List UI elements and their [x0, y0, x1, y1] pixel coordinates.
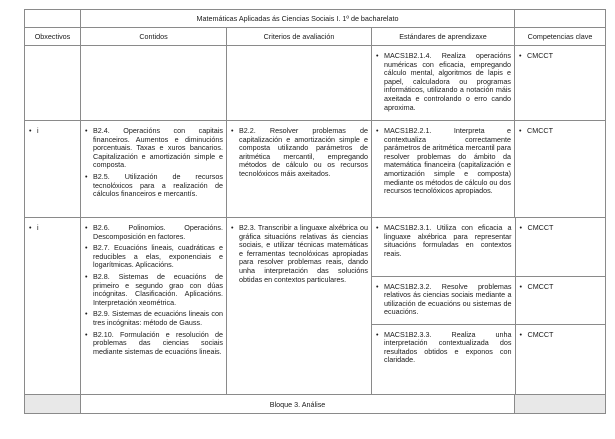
list-item: • MACS1B2.1.4. Realiza operacións numéricas con eficacia, empregando cálculo mental, algoritmos de lapis e papel, calculadora ou programas informáticos, utilizando a notación máis axeitada e controlando o erro cando aproxima. — [375, 52, 511, 112]
header-contidos: Contidos — [81, 28, 227, 46]
table-title: Matemáticas Aplicadas ás Ciencias Sociais I. 1º de bacharelato — [81, 10, 515, 28]
header-obxectivos: Obxectivos — [25, 28, 81, 46]
contidos-cell — [81, 121, 227, 218]
criterios-cell — [227, 218, 372, 395]
list-item: • CMCCT — [518, 52, 602, 61]
list-item: • B2.3. Transcribir a linguaxe alxébrica ou gráfica situacións relativas ás ciencias sociais, e utilizar técnicas matemáticas e ferramentas tecnolóxicas apropiadas para resolver problemas reais, dando unha interpretación das solucións obtidas en contextos particulares. — [230, 224, 368, 284]
table-title-row — [25, 10, 606, 28]
footer-corner-cell-right — [515, 395, 606, 414]
list-item: • B2.9. Sistemas de ecuacións lineais con tres incógnitas: método de Gauss. — [84, 310, 223, 327]
competencias-cell — [515, 276, 606, 324]
list-item: • B2.8. Sistemas de ecuacións de primeiro e segundo grao con dúas incógnitas. Clasificación. Aplicacións. Interpretación xeométrica. — [84, 273, 223, 307]
table-row — [25, 218, 606, 395]
list-item: • CMCCT — [519, 331, 604, 340]
list-item: • MACS1B2.3.3. Realiza unha interpretación contextualizada dos resultados obtidos e exponos con claridade. — [375, 331, 512, 365]
block-title: Bloque 3. Análise — [81, 395, 515, 414]
list-item: • i — [28, 127, 77, 136]
competencias-cell — [515, 218, 606, 276]
list-item: • B2.7. Ecuacións lineais, cuadráticas e reducibles a elas, exponenciais e logarítmicas. Aplicacións. — [84, 244, 223, 270]
criterios-cell — [227, 121, 372, 218]
column-header-row — [25, 28, 606, 46]
sub-row — [372, 324, 606, 394]
footer-row — [25, 395, 606, 414]
competencias-cell — [515, 46, 606, 121]
estandares-cell — [372, 121, 515, 218]
obxectivos-cell — [25, 121, 81, 218]
header-estandares: Estándares de aprendizaxe — [372, 28, 515, 46]
list-item: • CMCCT — [519, 224, 604, 233]
sub-table — [372, 218, 606, 394]
estandares-competencias-group — [372, 218, 606, 395]
competencias-cell — [515, 324, 606, 394]
curriculum-table — [24, 9, 606, 414]
estandares-cell — [372, 46, 515, 121]
list-item: • MACS1B2.2.1. Interpreta e contextualiza correctamente parámetros de aritmética mercantil para resolver problemas do ámbito da matemática financeira (capitalización e amortización simple e composta) mediante os métodos de cálculo ou dos recursos tecnolóxicos apropiados. — [375, 127, 511, 196]
competencias-cell — [515, 121, 606, 218]
list-item: • B2.6. Polinomios. Operacións. Descomposición en factores. — [84, 224, 223, 241]
sub-row — [372, 276, 606, 324]
list-item: • B2.4. Operacións con capitais financeiros. Aumentos e diminucións porcentuais. Taxas e xuros bancarios. Capitalización e amortización simple e composta. — [84, 127, 223, 170]
list-item: • CMCCT — [518, 127, 602, 136]
table-row — [25, 46, 606, 121]
contidos-cell — [81, 46, 227, 121]
sub-row — [372, 218, 606, 276]
list-item: • CMCCT — [519, 283, 604, 292]
estandares-cell — [372, 276, 515, 324]
list-item: • MACS1B2.3.1. Utiliza con eficacia a linguaxe alxébrica para representar situacións formuladas en contextos reais. — [375, 224, 512, 258]
list-item: • i — [28, 224, 77, 233]
footer-corner-cell — [25, 395, 81, 414]
corner-cell — [25, 10, 81, 28]
contidos-cell — [81, 218, 227, 395]
list-item: • B2.2. Resolver problemas de capitalización e amortización simple e composta utilizando parámetros de aritmética mercantil, empregando métodos de cálculo ou os recursos tecnolóxicos máis axeitados. — [230, 127, 368, 179]
list-item: • B2.10. Formulación e resolución de problemas das ciencias sociais mediante sistemas de ecuacións lineais. — [84, 331, 223, 357]
header-competencias: Competencias clave — [515, 28, 606, 46]
estandares-cell — [372, 218, 515, 276]
table-row — [25, 121, 606, 218]
obxectivos-cell — [25, 218, 81, 395]
estandares-cell — [372, 324, 515, 394]
corner-cell-right — [515, 10, 606, 28]
obxectivos-cell — [25, 46, 81, 121]
header-criterios: Criterios de avaliación — [227, 28, 372, 46]
list-item: • B2.5. Utilización de recursos tecnolóxicos para a realización de cálculos financeiros e mercantís. — [84, 173, 223, 199]
list-item: • MACS1B2.3.2. Resolve problemas relativos ás ciencias sociais mediante a utilización de ecuacións ou sistemas de ecuacións. — [375, 283, 512, 317]
criterios-cell — [227, 46, 372, 121]
